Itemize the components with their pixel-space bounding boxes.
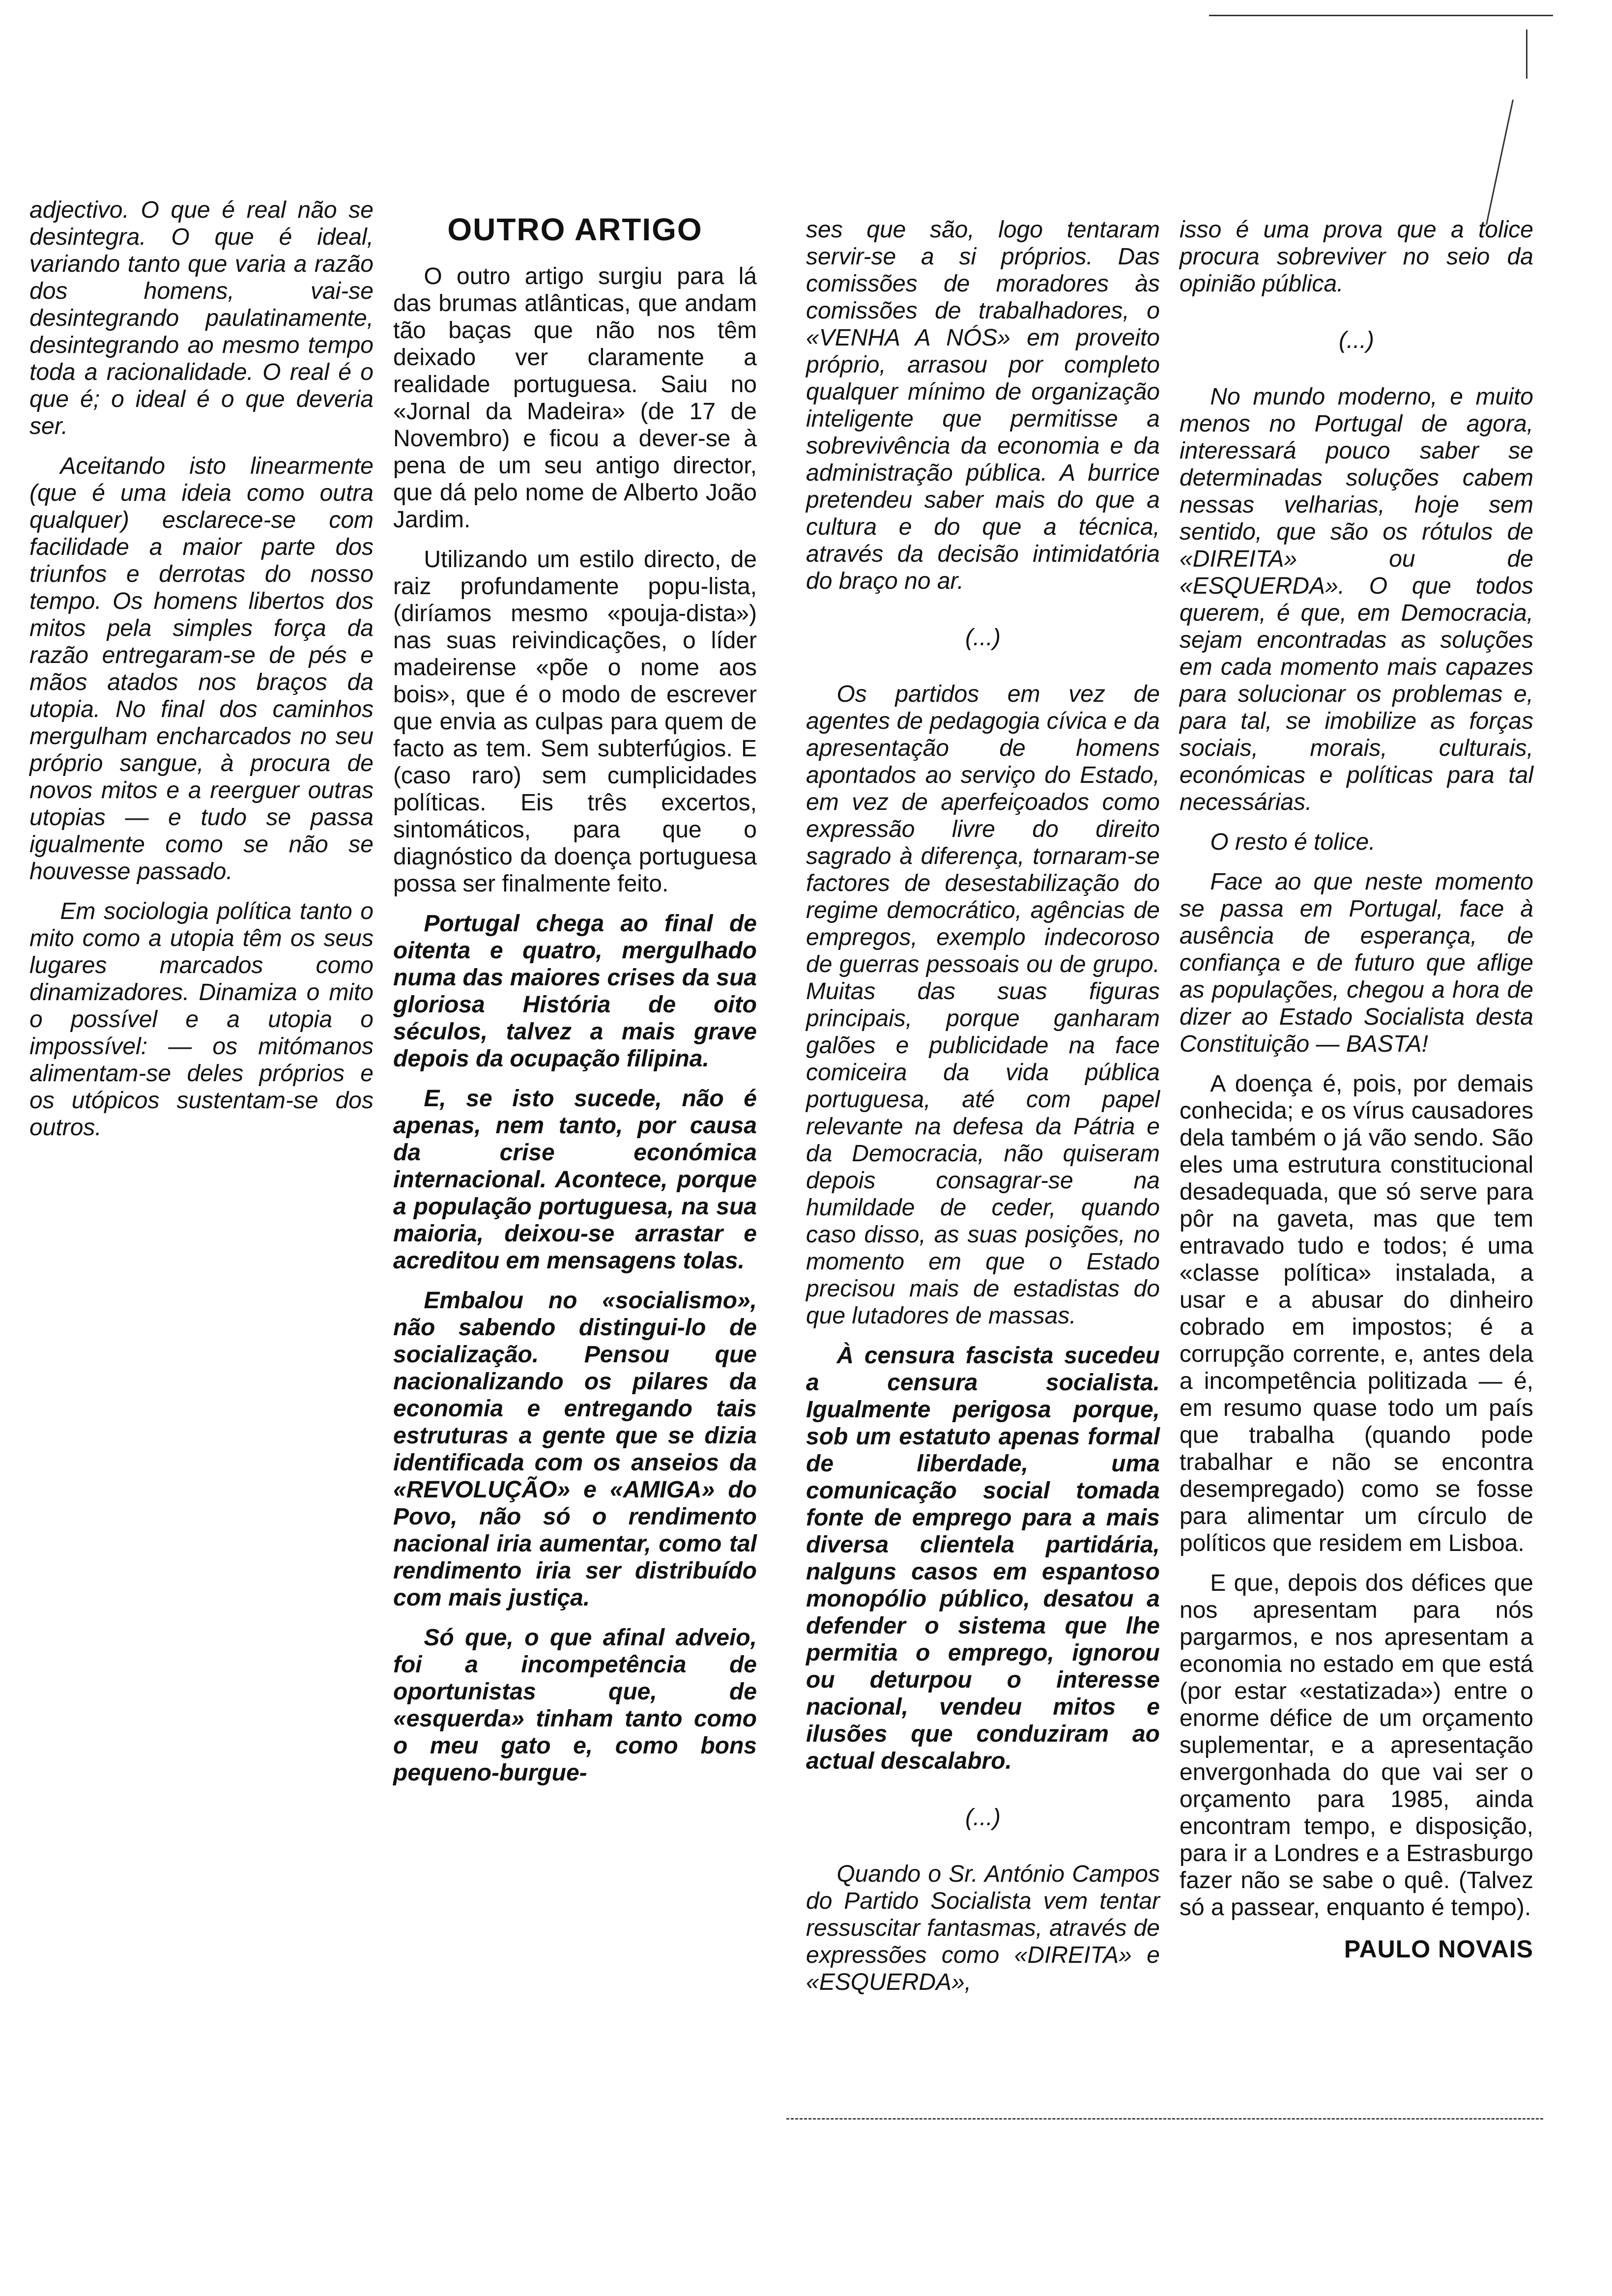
headline: OUTRO ARTIGO — [447, 212, 703, 247]
top-rule — [1209, 15, 1553, 16]
pen-mark — [1526, 29, 1527, 79]
section-separator: (...) — [965, 1805, 1001, 1831]
paragraph: Utilizando um estilo directo, de raiz profundamente popu-lista, (diríamos mesmo «pouja-dista») nas suas reivindicações, o líder madeirense «põe o nome aos bois», que é o modo de escrever que envia as culpas para quem de facto as tem. Sem subterfúgios. E (caso raro) sem cumplicidades políticas. Eis três excertos, sintomáticos, para que o diagnóstico da doença portuguesa possa ser finalmente feito. — [393, 546, 757, 897]
paragraph: Quando o Sr. António Campos do Partido Socialista vem tentar ressuscitar fantasmas, através de expressões como «DIREITA» e «ESQUERDA», — [806, 1861, 1160, 1995]
paragraph: A doença é, pois, por demais conhecida; e os vírus causadores dela também o já vão sendo. São eles uma estrutura constitucional desadequada, que só serve para pôr na gaveta, mas que tem entravado tudo e todos; é uma «classe política» instalada, a usar e a abusar do dinheiro cobrado em impostos; é a corrupção corrente, e, antes dela a incompetência politizada — é, em resumo quase todo um país que trabalha (quando pode trabalhar e não se encontra desempregado) como se fosse para alimentar um círculo de políticos que residem em Lisboa. — [1180, 1071, 1533, 1556]
paragraph: Em sociologia política tanto o mito como a utopia têm os seus lugares marcados como dinamizadores. Dinamiza o mito o possível e a utopia o impossível: — os mitómanos alimentam-se deles próprios e os utópicos sustentam-se dos outros. — [29, 898, 374, 1141]
author-byline: PAULO NOVAIS — [1344, 1935, 1533, 1963]
paragraph: Só que, o que afinal adveio, foi a incompetência de oportunistas que, de «esquerda» tinham tanto como o meu gato e, como bons pequeno-burgue- — [393, 1625, 757, 1786]
pen-mark — [1486, 100, 1514, 225]
paragraph: No mundo moderno, e muito menos no Portugal de agora, interessará pouco saber se determinadas soluções cabem nessas velharias, hoje sem sentido, que são os rótulos de «DIREITA» ou de «ESQUERDA». O que todos querem, é que, em Democracia, sejam encontradas as soluções em cada momento mais capazes para solucionar os problemas e, para tal, se imobilize as forças sociais, morais, culturais, económicas e políticas para tal necessárias. — [1180, 384, 1533, 815]
paragraph: E, se isto sucede, não é apenas, nem tanto, por causa da crise económica internacional. Acontece, porque a população portuguesa, na sua maioria, deixou-se arrastar e acreditou em mensagens tolas. — [393, 1086, 757, 1274]
paragraph: isso é uma prova que a tolice procura sobreviver no seio da opinião pública. — [1180, 217, 1533, 297]
paragraph: ses que são, logo tentaram servir-se a si próprios. Das comissões de moradores às comissões de trabalhadores, o «VENHA A NÓS» em proveito próprio, arrasou por completo qualquer mínimo de organização inteligente que permitisse a sobrevivência da economia e da administração pública. A burrice pretendeu saber mais do que a cultura e do que a técnica, através da decisão intimidatória do braço no ar. — [806, 217, 1160, 594]
section-separator: (...) — [965, 625, 1001, 651]
paragraph: Embalou no «socialismo», não sabendo distingui-lo de socialização. Pensou que nacionalizando os pilares da economia e entregando tais estruturas a gente que se dizia identificada com os anseios da «REVOLUÇÃO» e «AMIGA» do Povo, não só o rendimento nacional iria aumentar, como tal rendimento iria ser distribuído com mais justiça. — [393, 1288, 757, 1611]
paragraph: À censura fascista sucedeu a censura socialista. Igualmente perigosa porque, sob um estatuto apenas formal de liberdade, uma comunicação social tomada fonte de emprego para a mais diversa clientela partidária, nalguns casos em espantoso monopólio público, desatou a defender o sistema que lhe permitia o emprego, ignorou ou deturpou o interesse nacional, vendeu mitos e ilusões que conduziram ao actual descalabro. — [806, 1343, 1160, 1774]
paragraph: Aceitando isto linearmente (que é uma ideia como outra qualquer) esclarece-se com facilidade a maior parte dos triunfos e derrotas do nosso tempo. Os homens libertos dos mitos pela simples força da razão entregaram-se de pés e mãos atados nos braços da utopia. No final dos caminhos mergulham encharcados no seu próprio sangue, à procura de novos mitos e a reerguer outras utopias — e tudo se passa igualmente como se não se houvesse passado. — [29, 453, 374, 885]
paragraph: O outro artigo surgiu para lá das brumas atlânticas, que andam tão baças que não nos têm deixado ver claramente a realidade portuguesa. Saiu no «Jornal da Madeira» (de 17 de Novembro) e ficou a dever-se à pena de um seu antigo director, que dá pelo nome de Alberto João Jardim. — [393, 263, 757, 533]
paragraph: Os partidos em vez de agentes de pedagogia cívica e da apresentação de homens apontados ao serviço do Estado, em vez de aperfeiçoados como expressão livre do direito sagrado à diferença, tornaram-se factores de desestabilização do regime democrático, agências de empregos, exemplo indecoroso de guerras pessoais ou de grupo. Muitas das suas figuras principais, porque ganharam galões e publicidade na face comiceira da vida pública portuguesa, até com papel relevante na defesa da Pátria e da Democracia, não quiseram depois consagrar-se na humildade de ceder, quando caso disso, as suas posições, no momento em que o Estado precisou mais de estadistas do que lutadores de massas. — [806, 681, 1160, 1329]
paragraph: E que, depois dos défices que nos apresentam para nós pargarmos, e nos apresentam a economia no estado em que está (por estar «estatizada») entre o enorme défice de um orçamento suplementar, e a apresentação envergonhada do que vai ser o orçamento para 1985, ainda encontram tempo, e disposição, para ir a Londres e a Estrasburgo fazer não se sabe o quê. (Talvez só a passear, enquanto é tempo). — [1180, 1570, 1533, 1921]
article-column-2 — [393, 212, 757, 1799]
paragraph: Face ao que neste momento se passa em Portugal, face à ausência de esperança, de confiança e de futuro que aflige as populações, chegou a hora de dizer ao Estado Socialista desta Constituição — BASTA! — [1180, 869, 1533, 1057]
paragraph: O resto é tolice. — [1210, 829, 1376, 855]
paragraph: Portugal chega ao final de oitenta e quatro, mergulhado numa das maiores crises da sua gloriosa História de oito séculos, talvez a mais grave depois da ocupação filipina. — [393, 911, 757, 1072]
bottom-rule — [786, 2118, 1543, 2120]
paragraph: adjectivo. O que é real não se desintegra. O que é ideal, variando tanto que varia a razão dos homens, vai-se desintegrando paulatinamente, desintegrando ao mesmo tempo toda a racionalidade. O real é o que é; o ideal é o que deveria ser. — [29, 197, 374, 439]
article-column-4 — [1180, 216, 1533, 1963]
section-separator: (...) — [1339, 327, 1374, 353]
article-column-1 — [29, 197, 374, 1154]
article-column-3 — [806, 216, 1160, 2009]
